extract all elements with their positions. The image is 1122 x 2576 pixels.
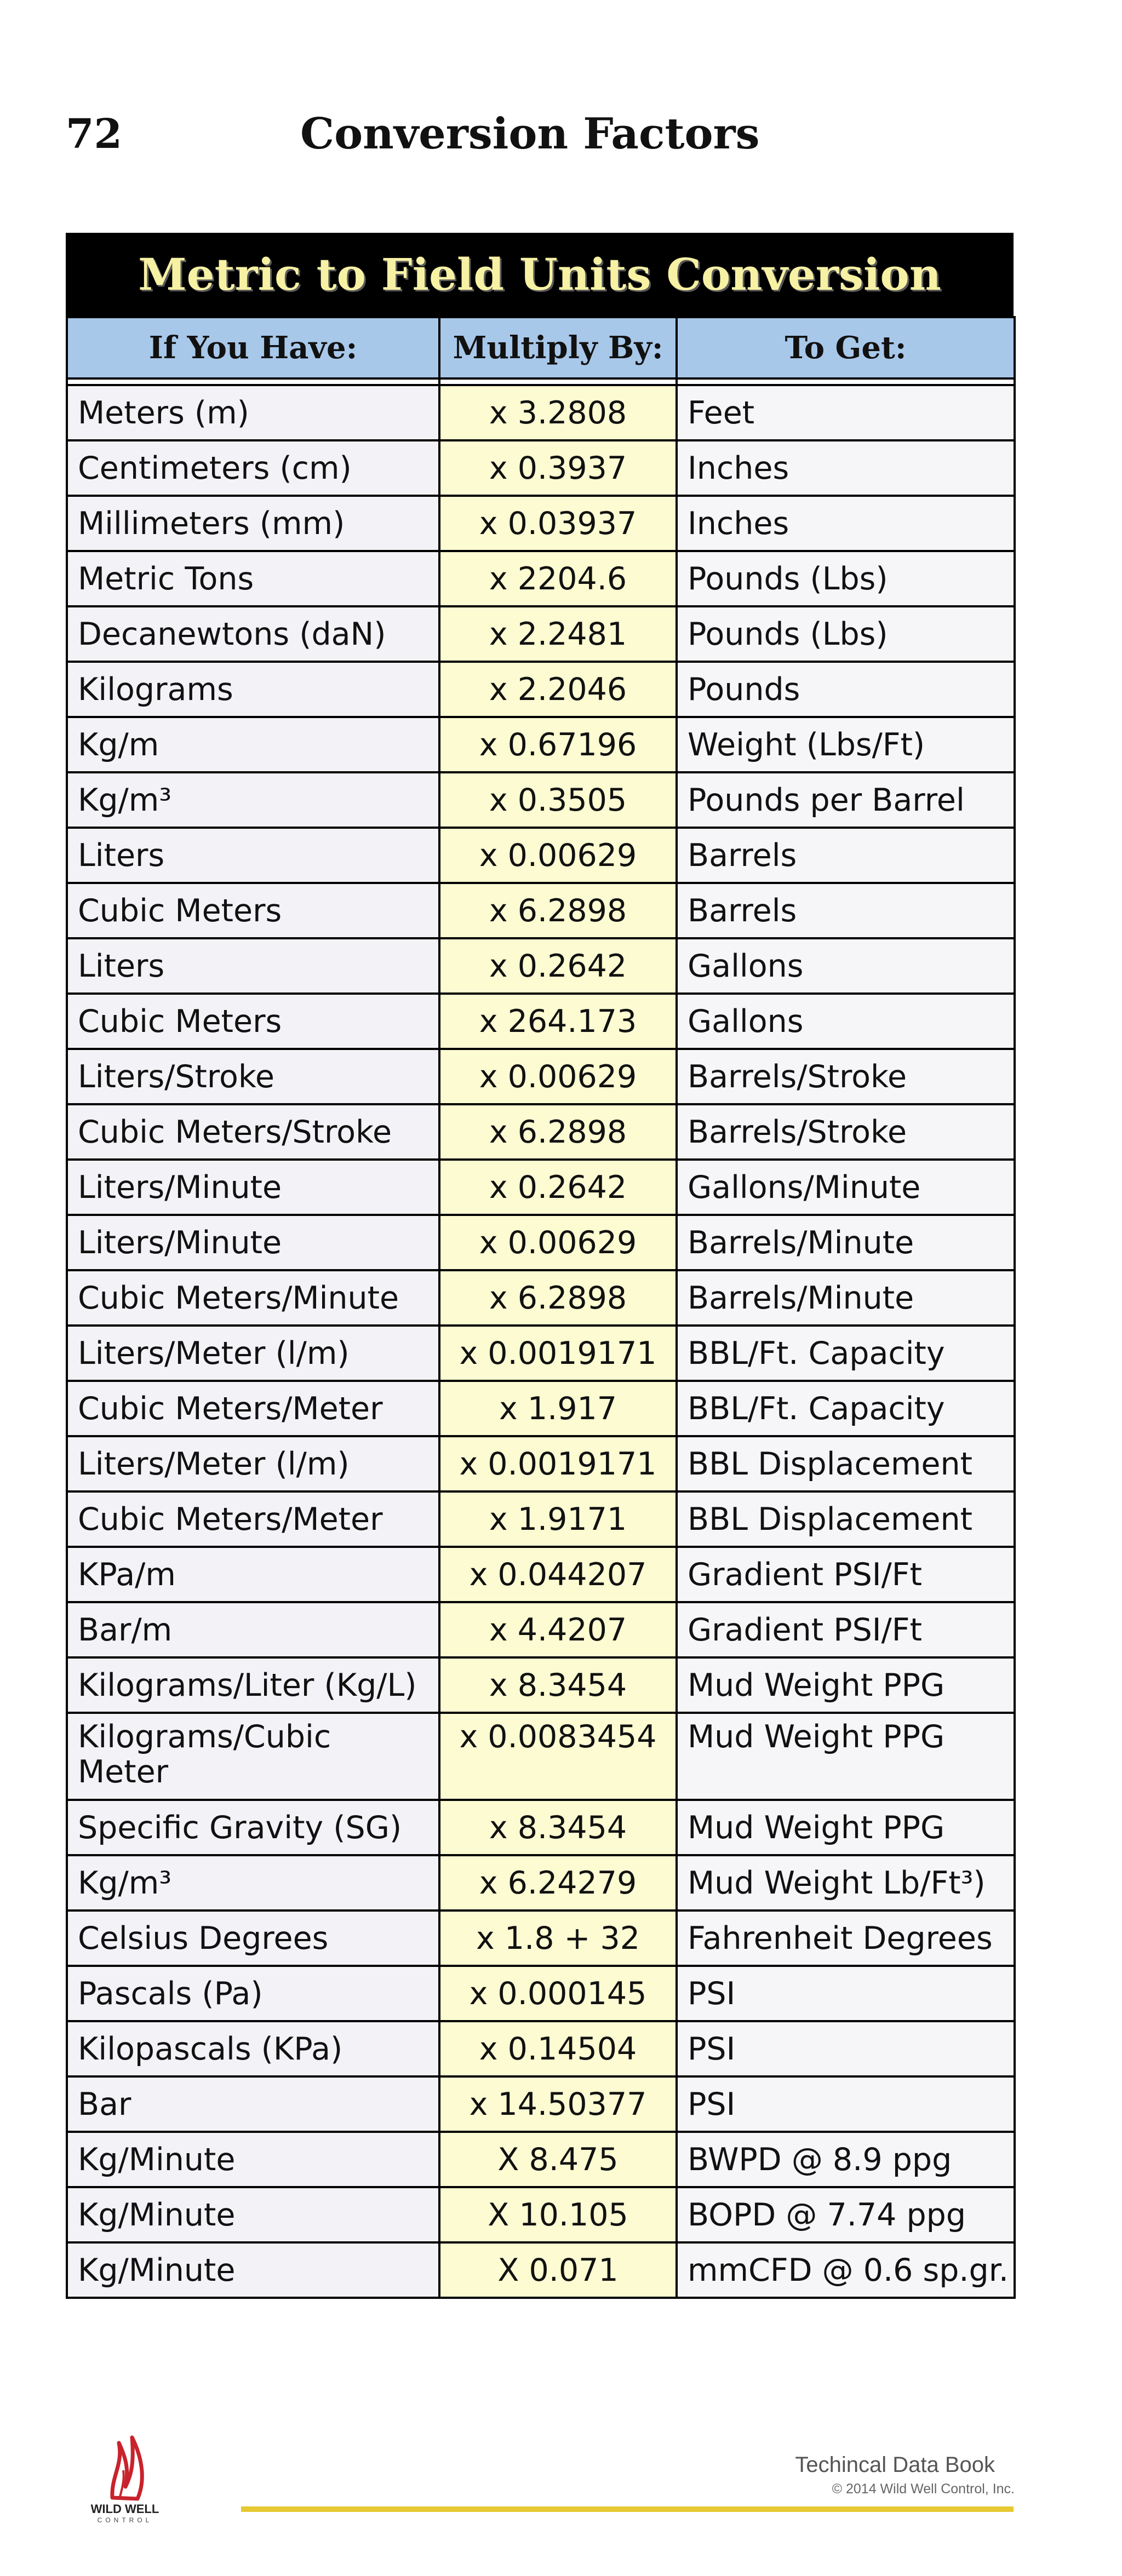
cell-multiply-by: x 6.2898: [439, 1104, 677, 1160]
cell-multiply-by: x 0.03937: [439, 496, 677, 551]
table-row: [67, 1855, 1015, 1911]
cell-to-get: Gallons: [677, 994, 1015, 1049]
header-if-you-have: If You Have:: [67, 317, 439, 378]
page-title: Conversion Factors: [300, 109, 760, 159]
cell-if-you-have: Kilograms/Liter (Kg/L): [67, 1657, 439, 1713]
cell-if-you-have: Cubic Meters/Meter: [67, 1381, 439, 1436]
cell-to-get: PSI: [677, 1966, 1015, 2021]
cell-to-get: Barrels/Stroke: [677, 1049, 1015, 1104]
table-header-row: [67, 317, 1015, 378]
header-multiply-by: Multiply By:: [439, 317, 677, 378]
cell-multiply-by: x 0.000145: [439, 1966, 677, 2021]
table-row: [67, 828, 1015, 883]
cell-if-you-have: Liters: [67, 828, 439, 883]
cell-multiply-by: x 0.67196: [439, 717, 677, 772]
table-row: [67, 1602, 1015, 1657]
cell-to-get: Gallons/Minute: [677, 1160, 1015, 1215]
cell-to-get: BBL/Ft. Capacity: [677, 1326, 1015, 1381]
conversion-table: [66, 316, 1016, 2299]
cell-to-get: PSI: [677, 2076, 1015, 2132]
cell-multiply-by: x 1.917: [439, 1381, 677, 1436]
cell-multiply-by: x 8.3454: [439, 1800, 677, 1855]
cell-if-you-have: Kg/m: [67, 717, 439, 772]
table-row: [67, 994, 1015, 1049]
cell-multiply-by: x 2.2481: [439, 606, 677, 662]
cell-if-you-have: Cubic Meters/Minute: [67, 1270, 439, 1326]
cell-if-you-have: KPa/m: [67, 1547, 439, 1602]
cell-if-you-have: Kg/Minute: [67, 2187, 439, 2242]
cell-if-you-have: Kilopascals (KPa): [67, 2021, 439, 2076]
table-row: [67, 1326, 1015, 1381]
cell-if-you-have: Pascals (Pa): [67, 1966, 439, 2021]
cell-if-you-have: Liters: [67, 938, 439, 994]
cell-if-you-have: Cubic Meters/Meter: [67, 1491, 439, 1547]
table-row: [67, 1911, 1015, 1966]
conversion-table-panel: [66, 233, 1014, 2299]
table-row: [67, 772, 1015, 828]
table-row: [67, 883, 1015, 938]
cell-multiply-by: x 14.50377: [439, 2076, 677, 2132]
cell-if-you-have: Cubic Meters/Stroke: [67, 1104, 439, 1160]
table-row: [67, 662, 1015, 717]
table-row: [67, 385, 1015, 440]
cell-to-get: Mud Weight PPG: [677, 1657, 1015, 1713]
cell-if-you-have: Cubic Meters: [67, 883, 439, 938]
table-row: [67, 2187, 1015, 2242]
cell-multiply-by: x 8.3454: [439, 1657, 677, 1713]
table-row: [67, 1270, 1015, 1326]
cell-if-you-have: Meters (m): [67, 385, 439, 440]
table-row: [67, 1049, 1015, 1104]
table-row: [67, 2242, 1015, 2298]
cell-if-you-have: Liters/Meter (l/m): [67, 1326, 439, 1381]
header-gap: [67, 378, 1015, 385]
cell-multiply-by: x 6.2898: [439, 883, 677, 938]
table-row: [67, 2076, 1015, 2132]
footer-rule: [241, 2506, 1014, 2512]
table-title: Metric to Field Units Conversion: [66, 233, 1014, 316]
cell-to-get: Inches: [677, 496, 1015, 551]
table-row: [67, 551, 1015, 606]
cell-if-you-have: Liters/Minute: [67, 1160, 439, 1215]
cell-multiply-by: x 264.173: [439, 994, 677, 1049]
table-row: [67, 1547, 1015, 1602]
cell-to-get: Barrels: [677, 883, 1015, 938]
cell-multiply-by: x 0.00629: [439, 1049, 677, 1104]
table-row: [67, 1491, 1015, 1547]
table-row: [67, 2132, 1015, 2187]
cell-to-get: Mud Weight PPG: [677, 1713, 1015, 1800]
cell-multiply-by: x 0.0019171: [439, 1436, 677, 1491]
cell-to-get: Barrels/Minute: [677, 1215, 1015, 1270]
cell-multiply-by: x 0.00629: [439, 828, 677, 883]
cell-to-get: Weight (Lbs/Ft): [677, 717, 1015, 772]
cell-if-you-have: Liters/Meter (l/m): [67, 1436, 439, 1491]
cell-if-you-have: Kilograms: [67, 662, 439, 717]
cell-if-you-have: Centimeters (cm): [67, 440, 439, 496]
cell-multiply-by: x 4.4207: [439, 1602, 677, 1657]
cell-multiply-by: x 6.24279: [439, 1855, 677, 1911]
page-number: 72: [66, 111, 122, 158]
cell-multiply-by: x 0.3505: [439, 772, 677, 828]
table-row: [67, 440, 1015, 496]
cell-if-you-have: Kg/m³: [67, 772, 439, 828]
header-to-get: To Get:: [677, 317, 1015, 378]
cell-to-get: Pounds: [677, 662, 1015, 717]
table-row: [67, 1713, 1015, 1800]
cell-if-you-have: Celsius Degrees: [67, 1911, 439, 1966]
cell-to-get: BWPD @ 8.9 ppg: [677, 2132, 1015, 2187]
table-row: [67, 496, 1015, 551]
cell-if-you-have: Bar: [67, 2076, 439, 2132]
wild-well-logo-icon: [107, 2432, 151, 2502]
cell-to-get: Pounds (Lbs): [677, 551, 1015, 606]
cell-multiply-by: X 10.105: [439, 2187, 677, 2242]
cell-multiply-by: x 1.9171: [439, 1491, 677, 1547]
cell-if-you-have: Decanewtons (daN): [67, 606, 439, 662]
table-row: [67, 1381, 1015, 1436]
cell-if-you-have: Kg/Minute: [67, 2132, 439, 2187]
cell-multiply-by: X 0.071: [439, 2242, 677, 2298]
cell-if-you-have: Kg/m³: [67, 1855, 439, 1911]
cell-to-get: BOPD @ 7.74 ppg: [677, 2187, 1015, 2242]
cell-to-get: Mud Weight PPG: [677, 1800, 1015, 1855]
cell-multiply-by: X 8.475: [439, 2132, 677, 2187]
cell-multiply-by: x 0.0019171: [439, 1326, 677, 1381]
table-row: [67, 938, 1015, 994]
cell-if-you-have: Kg/Minute: [67, 2242, 439, 2298]
cell-to-get: Gradient PSI/Ft: [677, 1547, 1015, 1602]
cell-multiply-by: x 6.2898: [439, 1270, 677, 1326]
cell-multiply-by: x 0.2642: [439, 938, 677, 994]
cell-to-get: Fahrenheit Degrees: [677, 1911, 1015, 1966]
page-header: [66, 104, 1041, 164]
cell-if-you-have: Specific Gravity (SG): [67, 1800, 439, 1855]
cell-to-get: Gallons: [677, 938, 1015, 994]
table-row: [67, 717, 1015, 772]
cell-multiply-by: x 0.044207: [439, 1547, 677, 1602]
logo-subtext: CONTROL: [97, 2516, 153, 2524]
cell-multiply-by: x 0.00629: [439, 1215, 677, 1270]
cell-to-get: Gradient PSI/Ft: [677, 1602, 1015, 1657]
table-row: [67, 1657, 1015, 1713]
table-row: [67, 2021, 1015, 2076]
cell-to-get: Pounds per Barrel: [677, 772, 1015, 828]
logo-text: WILD WELL: [90, 2502, 159, 2516]
page-footer: [0, 2432, 1122, 2541]
cell-if-you-have: Metric Tons: [67, 551, 439, 606]
cell-multiply-by: x 0.3937: [439, 440, 677, 496]
copyright: © 2014 Wild Well Control, Inc.: [832, 2481, 1015, 2497]
cell-to-get: Mud Weight Lb/Ft³): [677, 1855, 1015, 1911]
cell-if-you-have: Liters/Stroke: [67, 1049, 439, 1104]
cell-to-get: BBL Displacement: [677, 1436, 1015, 1491]
cell-multiply-by: x 0.2642: [439, 1160, 677, 1215]
cell-to-get: Inches: [677, 440, 1015, 496]
table-row: [67, 1800, 1015, 1855]
table-row: [67, 1104, 1015, 1160]
cell-if-you-have: Bar/m: [67, 1602, 439, 1657]
table-row: [67, 1215, 1015, 1270]
cell-to-get: Barrels/Minute: [677, 1270, 1015, 1326]
cell-to-get: Barrels: [677, 828, 1015, 883]
table-row: [67, 606, 1015, 662]
cell-to-get: BBL/Ft. Capacity: [677, 1381, 1015, 1436]
cell-to-get: mmCFD @ 0.6 sp.gr.: [677, 2242, 1015, 2298]
table-row: [67, 1436, 1015, 1491]
cell-multiply-by: x 1.8 + 32: [439, 1911, 677, 1966]
cell-multiply-by: x 2.2046: [439, 662, 677, 717]
cell-multiply-by: x 0.14504: [439, 2021, 677, 2076]
cell-if-you-have: Liters/Minute: [67, 1215, 439, 1270]
cell-to-get: Feet: [677, 385, 1015, 440]
table-row: [67, 1966, 1015, 2021]
cell-multiply-by: x 2204.6: [439, 551, 677, 606]
cell-multiply-by: x 3.2808: [439, 385, 677, 440]
cell-to-get: BBL Displacement: [677, 1491, 1015, 1547]
cell-multiply-by: x 0.0083454: [439, 1713, 677, 1800]
cell-to-get: Pounds (Lbs): [677, 606, 1015, 662]
cell-to-get: PSI: [677, 2021, 1015, 2076]
cell-to-get: Barrels/Stroke: [677, 1104, 1015, 1160]
cell-if-you-have: Cubic Meters: [67, 994, 439, 1049]
cell-if-you-have: Kilograms/Cubic Meter: [67, 1713, 439, 1800]
table-row: [67, 1160, 1015, 1215]
book-title: Techincal Data Book: [795, 2453, 995, 2477]
cell-if-you-have: Millimeters (mm): [67, 496, 439, 551]
